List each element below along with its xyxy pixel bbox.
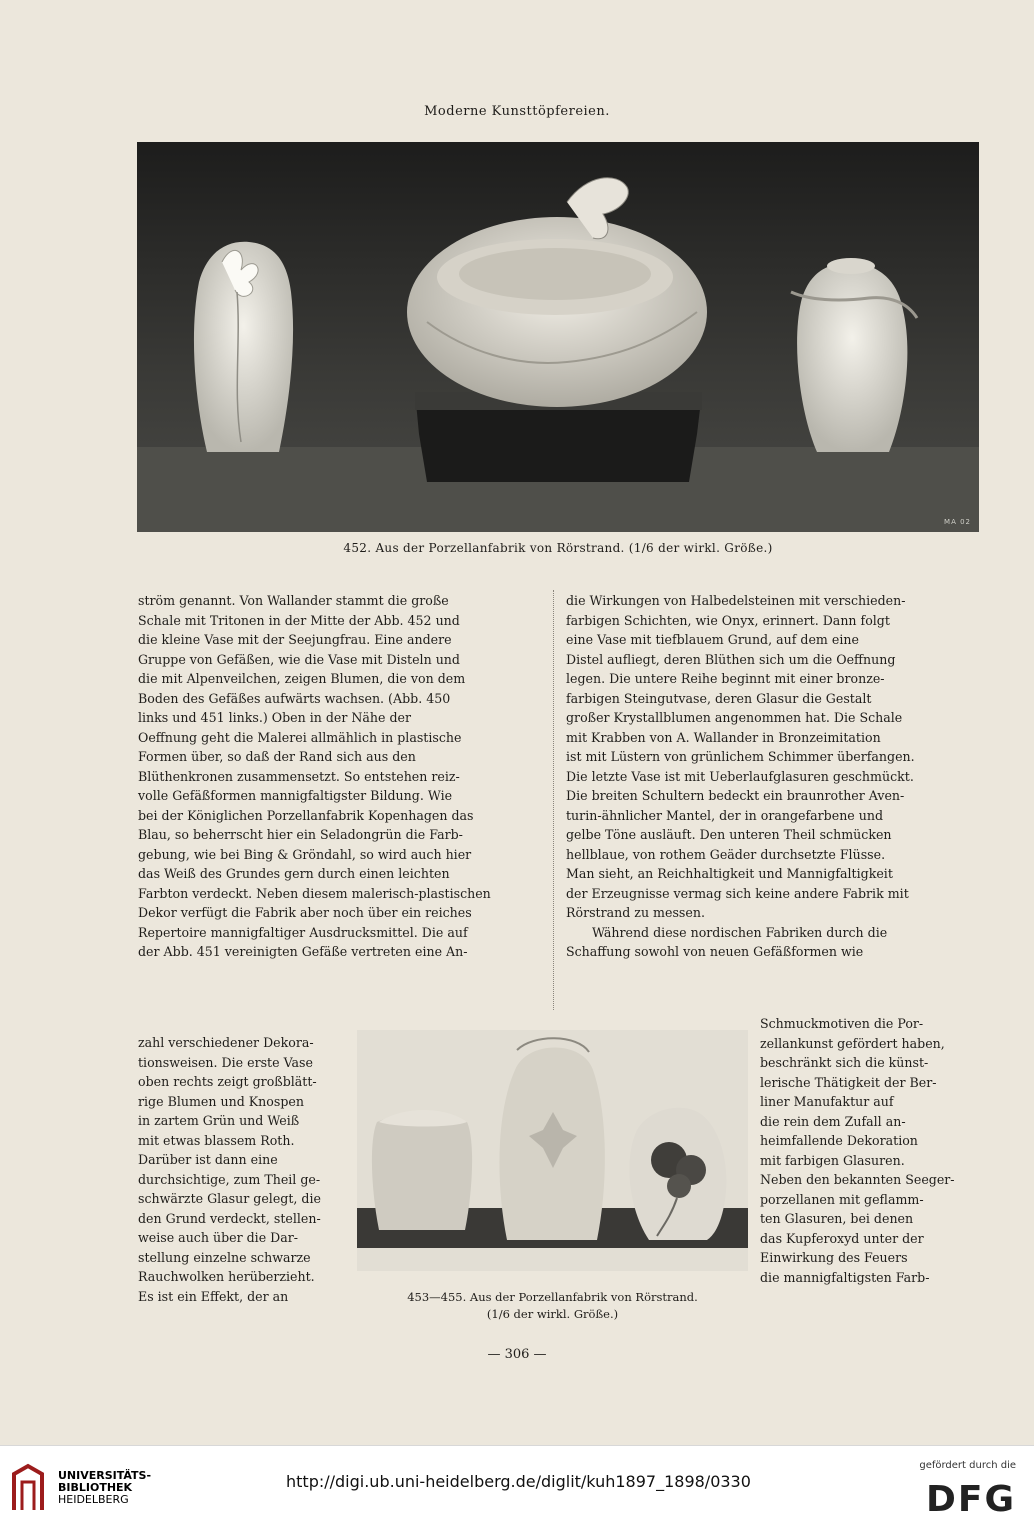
page-number: — 306 — — [487, 1347, 547, 1362]
right-column-bottom-text — [760, 1014, 972, 1287]
text-line: farbigen Steingutvase, deren Glasur die Gestalt — [566, 690, 872, 706]
permalink-url[interactable]: http://digi.ub.uni-heidelberg.de/diglit/kuh1897_1898/0330 — [286, 1472, 751, 1491]
text-line: Die letzte Vase ist mit Ueberlaufglasuren geschmückt. — [566, 768, 914, 784]
text-line: heimfallende Dekoration — [760, 1133, 918, 1148]
text-line: ist mit Lüstern von grünlichem Schimmer überfangen. — [566, 749, 915, 764]
text-line: Farbton verdeckt. Neben diesem malerisch-plastischen — [138, 885, 491, 901]
text-line: rige Blumen und Knospen — [138, 1093, 304, 1109]
library-name-line-2: BIBLIOTHEK — [58, 1481, 133, 1494]
text-line: Blüthenkronen zusammensetzt. So entstehen reiz- — [138, 768, 460, 784]
text-line: hellblaue, von rothem Geäder durchsetzte Flüsse. — [566, 846, 886, 862]
text-line: Oeffnung geht die Malerei allmählich in plastische — [138, 729, 462, 745]
text-line: tionsweisen. Die erste Vase — [138, 1054, 313, 1070]
text-line: Es ist ein Effekt, der an — [138, 1288, 289, 1304]
figure-453-455-caption — [357, 1289, 748, 1323]
text-line: zellankunst gefördert haben, — [760, 1035, 945, 1051]
text-line: mit Krabben von A. Wallander in Bronzeimitation — [566, 729, 881, 745]
left-column-text — [138, 591, 543, 962]
text-line: Schaffung sowohl von neuen Gefäßformen wie — [566, 944, 864, 959]
text-line: mit farbigen Glasuren. — [760, 1152, 905, 1168]
dfg-logo: DFG — [925, 1479, 1016, 1520]
text-line: volle Gefäßformen mannigfaltigster Bildung. Wie — [138, 788, 453, 803]
text-line: durchsichtige, zum Theil ge- — [138, 1171, 321, 1187]
text-line: lerische Thätigkeit der Ber- — [760, 1074, 937, 1090]
text-line: Schale mit Tritonen in der Mitte der Abb. 452 und — [138, 612, 460, 628]
right-column-text — [566, 591, 971, 962]
text-line: die mit Alpenveilchen, zeigen Blumen, die von dem — [138, 671, 466, 686]
text-line: der Abb. 451 vereinigten Gefäße vertreten eine An- — [138, 944, 468, 959]
text-line: die rein dem Zufall an- — [760, 1113, 906, 1129]
figure-452-caption: 452. Aus der Porzellanfabrik von Rörstrand. (1/6 der wirkl. Größe.) — [343, 541, 773, 555]
text-line: Neben den bekannten Seeger- — [760, 1172, 955, 1187]
text-line: Rörstrand zu messen. — [566, 905, 705, 920]
text-line: turin-ähnlicher Mantel, der in orangefarbene und — [566, 807, 884, 823]
text-line: Boden des Gefäßes aufwärts wachsen. (Abb. 450 — [138, 690, 451, 706]
text-line: Schmuckmotiven die Por- — [760, 1016, 924, 1031]
text-line: Darüber ist dann eine — [138, 1152, 278, 1167]
viewer-footer — [0, 1445, 1034, 1528]
vases-illustration — [137, 142, 979, 532]
caption-line-1: 453—455. Aus der Porzellanfabrik von Rörstrand. — [407, 1290, 698, 1304]
column-divider — [553, 590, 554, 1010]
caption-line-2: (1/6 der wirkl. Größe.) — [486, 1307, 619, 1321]
text-line: Distel aufliegt, deren Blüthen sich um die Oeffnung — [566, 651, 896, 667]
text-line: Man sieht, an Reichhaltigkeit und Mannigfaltigkeit — [566, 866, 893, 881]
text-line: oben rechts zeigt großblätt- — [138, 1074, 317, 1089]
text-line: zahl verschiedener Dekora- — [138, 1035, 314, 1050]
figure-453-455-photo — [357, 1030, 748, 1271]
text-line: gebung, wie bei Bing & Gröndahl, so wird auch hier — [138, 846, 472, 862]
text-line: stellung einzelne schwarze — [138, 1249, 311, 1265]
text-line: Einwirkung des Feuers — [760, 1250, 908, 1265]
text-line: beschränkt sich die künst- — [760, 1055, 929, 1070]
text-line: die mannigfaltigsten Farb- — [760, 1269, 930, 1285]
text-line: die kleine Vase mit der Seejungfrau. Eine andere — [138, 632, 452, 647]
text-line: bei der Königlichen Porzellanfabrik Kopenhagen das — [138, 807, 474, 823]
library-name-line-1: UNIVERSITÄTS- — [58, 1469, 152, 1482]
university-library-logo-icon — [8, 1460, 50, 1516]
text-line: ström genannt. Von Wallander stammt die große — [138, 593, 449, 608]
photo-monogram: MA 02 — [944, 518, 971, 526]
text-line: der Erzeugnisse vermag sich keine andere Fabrik mit — [566, 885, 909, 901]
text-line: das Weiß des Grundes gern durch einen leichten — [138, 866, 450, 881]
left-column-bottom-text — [138, 1033, 343, 1306]
text-line: Gruppe von Gefäßen, wie die Vase mit Disteln und — [138, 651, 460, 667]
text-line: Formen über, so daß der Rand sich aus den — [138, 749, 416, 764]
funding-label: gefördert durch die — [919, 1460, 1016, 1471]
text-line: liner Manufaktur auf — [760, 1094, 894, 1109]
library-name-line-3: HEIDELBERG — [58, 1493, 129, 1506]
text-line: weise auch über die Dar- — [138, 1230, 299, 1245]
text-line: Die breiten Schultern bedeckt ein braunrother Aven- — [566, 788, 905, 803]
text-line: ten Glasuren, bei denen — [760, 1211, 914, 1226]
text-line: Blau, so beherrscht hier ein Seladongrün die Farb- — [138, 827, 463, 842]
text-line: links und 451 links.) Oben in der Nähe der — [138, 710, 412, 725]
text-line: in zartem Grün und Weiß — [138, 1113, 300, 1128]
running-title: Moderne Kunsttöpfereien. — [424, 104, 610, 119]
text-line: Repertoire mannigfaltiger Ausdrucksmittel. Die auf — [138, 924, 468, 940]
text-line: eine Vase mit tiefblauem Grund, auf dem eine — [566, 632, 859, 647]
text-line: Rauchwolken herüberzieht. — [138, 1269, 315, 1284]
text-line: die Wirkungen von Halbedelsteinen mit verschieden- — [566, 593, 906, 608]
text-line: Dekor verfügt die Fabrik aber noch über ein reiches — [138, 905, 472, 920]
text-line: schwärzte Glasur gelegt, die — [138, 1191, 321, 1206]
text-line: den Grund verdeckt, stellen- — [138, 1210, 321, 1226]
text-line: das Kupferoxyd unter der — [760, 1230, 924, 1246]
figure-452-photo — [137, 142, 979, 532]
text-line: Während diese nordischen Fabriken durch die — [592, 924, 888, 940]
text-line: mit etwas blassem Roth. — [138, 1132, 295, 1148]
three-vases-illustration — [357, 1030, 748, 1271]
text-line: gelbe Töne ausläuft. Den unteren Theil schmücken — [566, 827, 892, 842]
text-line: porzellanen mit geflamm- — [760, 1191, 924, 1207]
library-name — [58, 1470, 151, 1506]
text-line: farbigen Schichten, wie Onyx, erinnert. Dann folgt — [566, 612, 890, 628]
text-line: legen. Die untere Reihe beginnt mit einer bronze- — [566, 671, 885, 686]
text-line: großer Krystallblumen angenommen hat. Die Schale — [566, 710, 903, 725]
